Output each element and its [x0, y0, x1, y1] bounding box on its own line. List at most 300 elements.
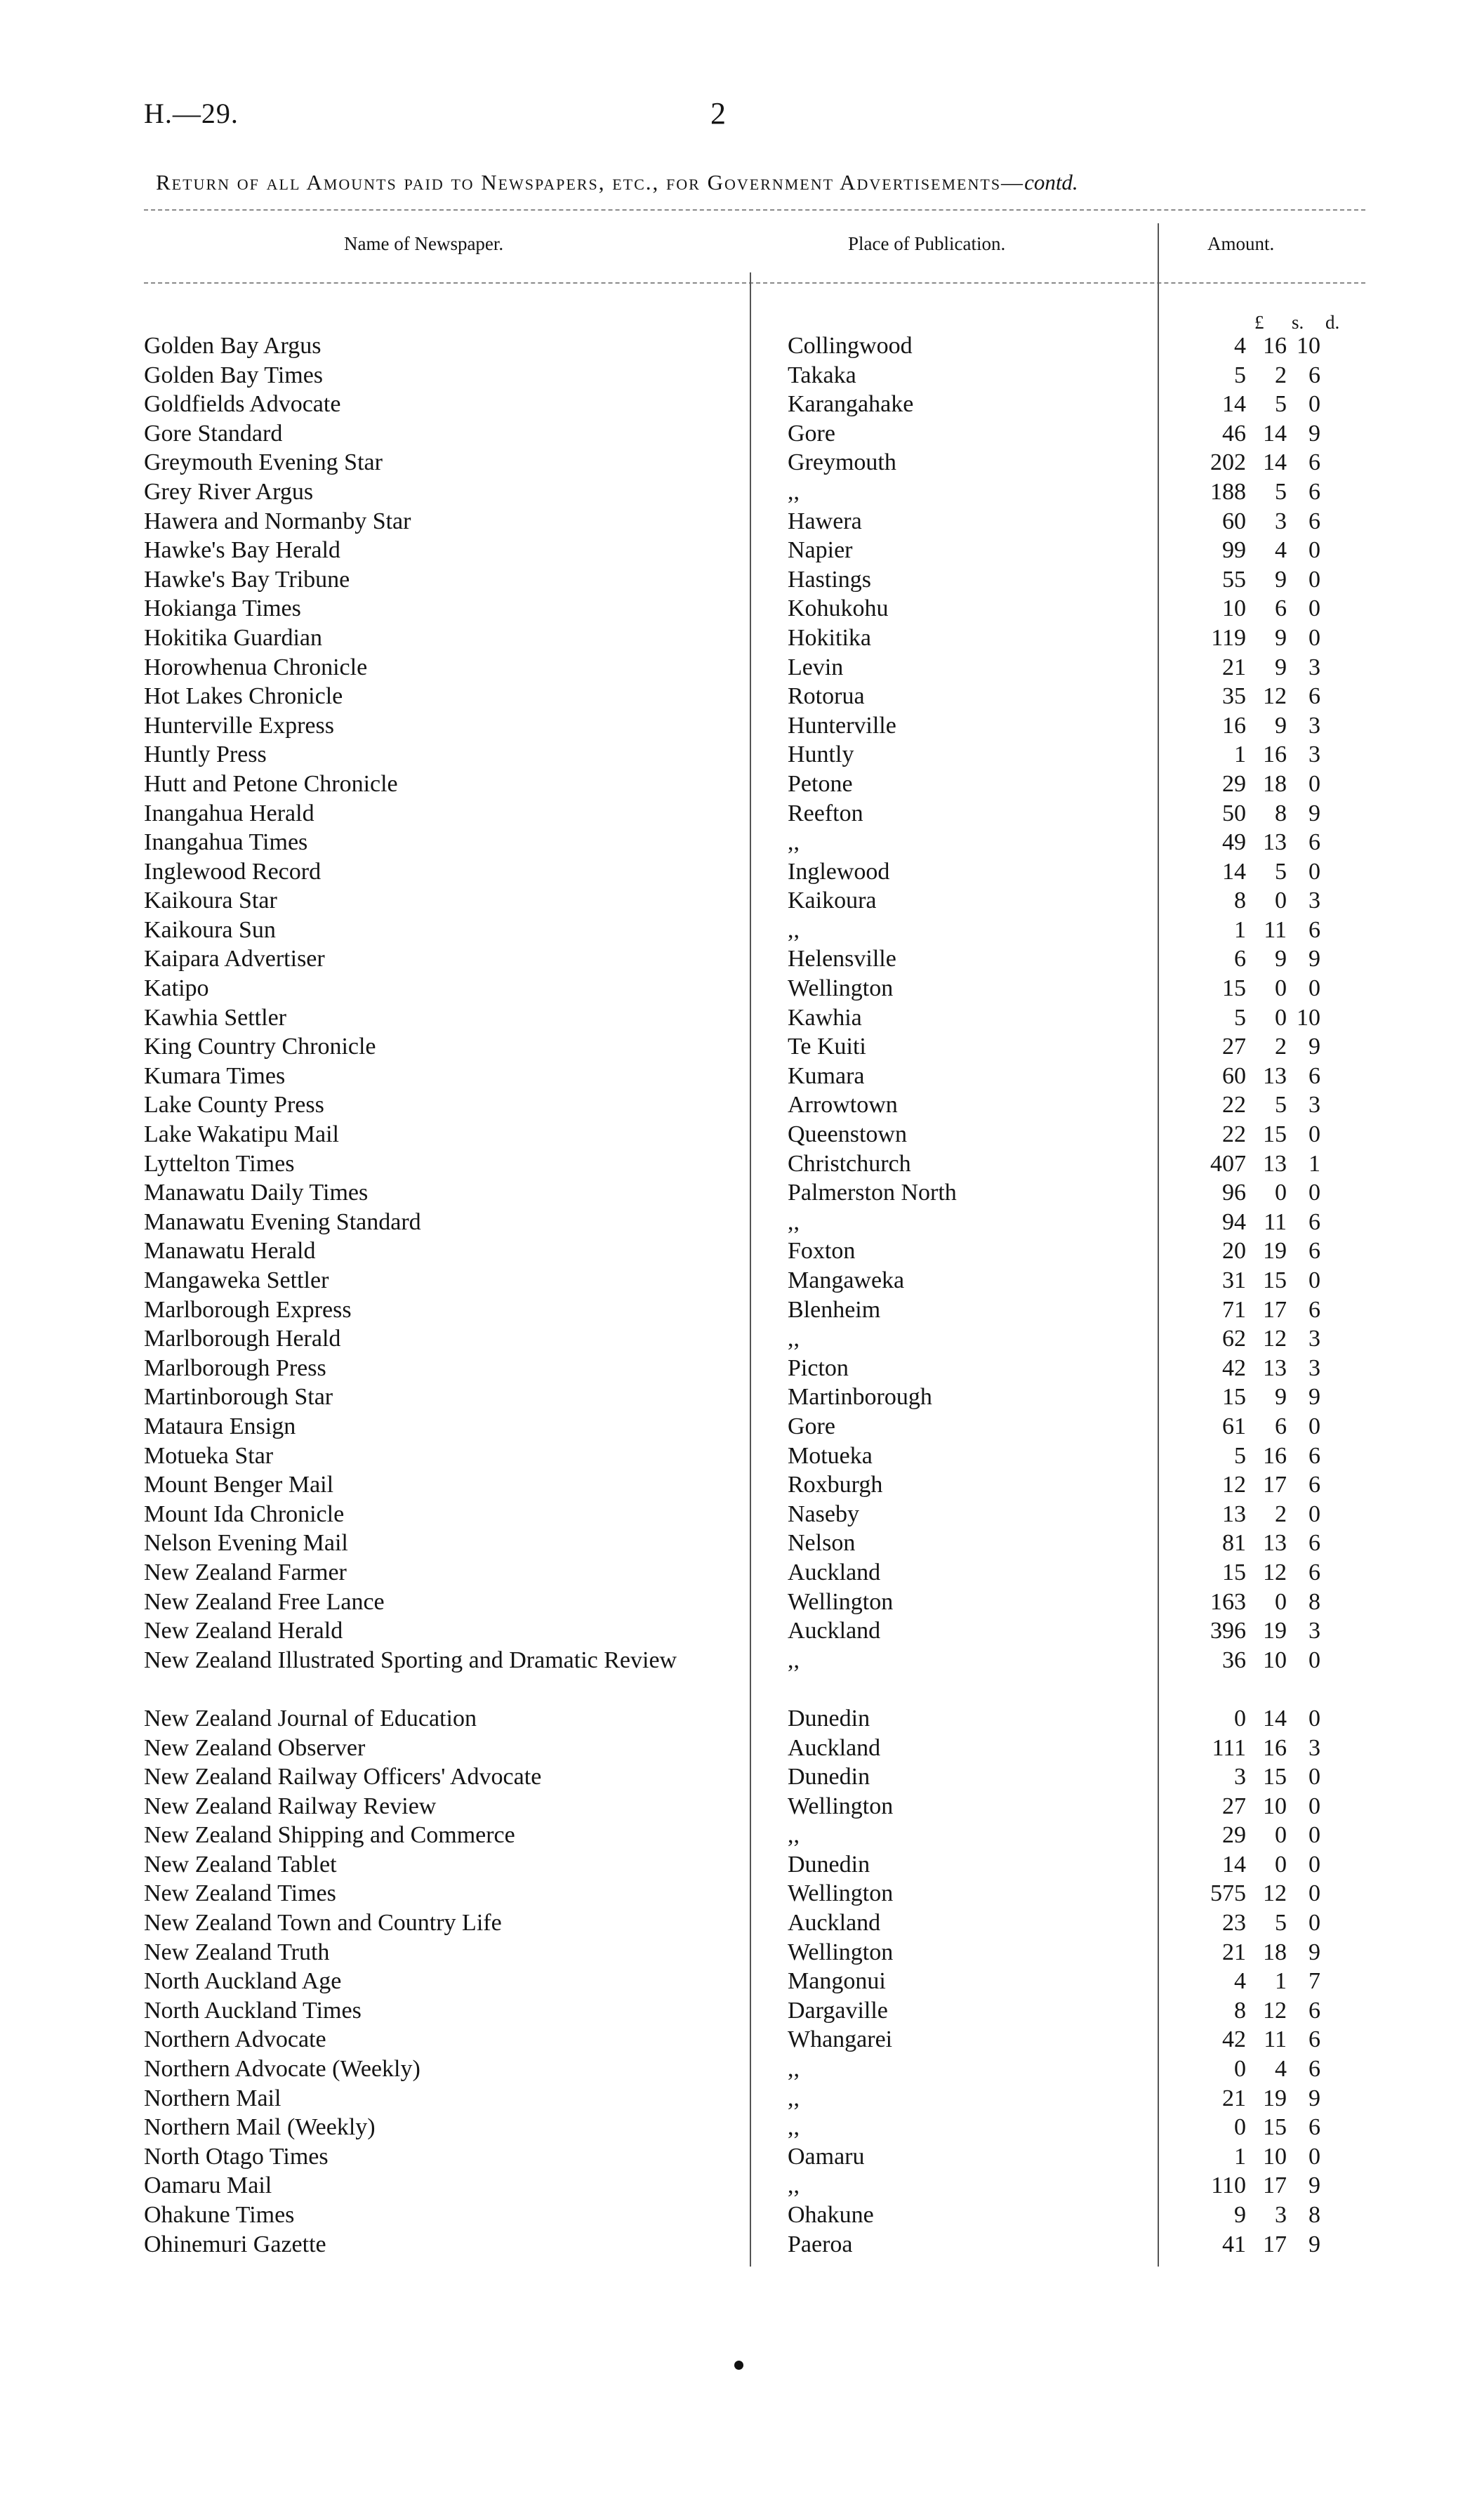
page-mark	[734, 2361, 743, 2370]
newspaper-name: North Auckland Times	[144, 1997, 362, 2024]
newspaper-name: Grey River Argus	[144, 478, 314, 505]
place-of-publication: Takaka	[788, 362, 856, 388]
table-row	[144, 682, 1320, 711]
place-of-publication: Petone	[788, 770, 853, 797]
amount-shillings: 9	[1275, 1384, 1287, 1411]
newspaper-name: Martinborough Star	[144, 1384, 333, 1411]
amount-pounds: 71	[1222, 1296, 1246, 1323]
place-of-publication: ,,	[788, 916, 800, 943]
amount-shillings: 9	[1275, 624, 1287, 651]
amount-shillings: 5	[1275, 391, 1287, 418]
newspaper-name: New Zealand Times	[144, 1880, 336, 1907]
amount-shillings: 10	[1263, 2143, 1287, 2170]
amount-pence: 6	[1309, 2114, 1320, 2141]
amount-shillings: 14	[1263, 1705, 1287, 1732]
newspaper-name: Goldfields Advocate	[144, 391, 341, 418]
newspaper-name: Kaipara Advertiser	[144, 946, 325, 972]
amount-pounds: 12	[1222, 1472, 1246, 1498]
amount-pence: 6	[1309, 683, 1320, 710]
amount-pounds: 50	[1222, 800, 1246, 826]
table-row	[144, 390, 1320, 419]
amount-pence: 6	[1309, 2026, 1320, 2053]
place-of-publication: Hokitika	[788, 624, 871, 651]
amount-pounds: 96	[1222, 1180, 1246, 1206]
amount-pounds: 81	[1222, 1530, 1246, 1557]
amount-pence: 0	[1309, 1413, 1320, 1439]
amount-shillings: 8	[1275, 800, 1287, 826]
place-of-publication: Ohakune	[788, 2202, 874, 2228]
amount-shillings: 18	[1263, 1939, 1287, 1965]
amount-shillings: 12	[1263, 683, 1287, 710]
amount-shillings: 0	[1275, 888, 1287, 914]
amount-pence: 6	[1309, 1442, 1320, 1469]
pounds-unit: £	[1254, 312, 1264, 333]
amount-pounds: 27	[1222, 1793, 1246, 1819]
table-row	[144, 477, 1320, 507]
place-of-publication: Dunedin	[788, 1705, 870, 1732]
amount-pounds: 99	[1222, 537, 1246, 564]
amount-shillings: 0	[1275, 1004, 1287, 1031]
place-of-publication: ,,	[788, 2085, 800, 2111]
place-of-publication: Inglewood	[788, 858, 890, 885]
amount-pence: 9	[1309, 1939, 1320, 1965]
amount-shillings: 16	[1263, 741, 1287, 768]
amount-pence: 3	[1309, 1734, 1320, 1761]
amount-pounds: 94	[1222, 1208, 1246, 1235]
amount-pence: 0	[1309, 1793, 1320, 1819]
newspaper-name: Motueka Star	[144, 1442, 274, 1469]
amount-pence: 0	[1309, 1180, 1320, 1206]
amount-shillings: 0	[1275, 1180, 1287, 1206]
place-of-publication: Hastings	[788, 566, 871, 593]
amount-pounds: 55	[1222, 566, 1246, 593]
newspaper-name: Kaikoura Star	[144, 888, 277, 914]
place-of-publication: Rotorua	[788, 683, 865, 710]
newspaper-name: Mount Benger Mail	[144, 1472, 334, 1498]
amount-pounds: 21	[1222, 654, 1246, 680]
newspaper-name: Gore Standard	[144, 420, 283, 447]
newspaper-name: Golden Bay Times	[144, 362, 324, 388]
table-row	[144, 2230, 1320, 2260]
newspaper-name: Greymouth Evening Star	[144, 449, 383, 476]
place-of-publication: Paeroa	[788, 2231, 853, 2257]
amount-shillings: 1	[1275, 1968, 1287, 1995]
table-row	[144, 2084, 1320, 2113]
place-of-publication: Wellington	[788, 1588, 894, 1615]
newspaper-name: New Zealand Free Lance	[144, 1588, 385, 1615]
amount-pounds: 42	[1222, 1354, 1246, 1381]
amount-shillings: 3	[1275, 508, 1287, 534]
amount-pence: 1	[1309, 1150, 1320, 1177]
amount-shillings: 19	[1263, 1238, 1287, 1265]
newspaper-name: Horowhenua Chronicle	[144, 654, 368, 680]
amount-shillings: 13	[1263, 1530, 1287, 1557]
place-of-publication: Greymouth	[788, 449, 896, 476]
shillings-unit: s.	[1292, 312, 1304, 333]
newspaper-name: North Auckland Age	[144, 1968, 342, 1995]
amount-pounds: 0	[1234, 1705, 1246, 1732]
amount-pounds: 22	[1222, 1092, 1246, 1119]
table-row	[144, 419, 1320, 449]
table-row	[144, 2142, 1320, 2172]
amount-shillings: 12	[1263, 1880, 1287, 1907]
amount-shillings: 11	[1264, 916, 1287, 943]
table-row	[144, 1354, 1320, 1383]
place-of-publication: Martinborough	[788, 1384, 932, 1411]
place-of-publication: Blenheim	[788, 1296, 881, 1323]
newspaper-name: Katipo	[144, 975, 209, 1002]
amount-shillings: 16	[1263, 333, 1287, 359]
amount-pence: 7	[1309, 1968, 1320, 1995]
newspaper-name: Hot Lakes Chronicle	[144, 683, 343, 710]
place-of-publication: Kohukohu	[788, 595, 889, 622]
amount-shillings: 17	[1263, 1472, 1287, 1498]
table-row	[144, 1412, 1320, 1442]
place-of-publication: Auckland	[788, 1618, 881, 1644]
amount-shillings: 15	[1263, 1764, 1287, 1790]
amount-shillings: 14	[1263, 449, 1287, 476]
amount-pounds: 202	[1210, 449, 1246, 476]
amount-shillings: 5	[1275, 1910, 1287, 1937]
place-of-publication: Naseby	[788, 1500, 859, 1527]
place-of-publication: Levin	[788, 654, 844, 680]
amount-shillings: 0	[1275, 1851, 1287, 1878]
place-of-publication: Nelson	[788, 1530, 856, 1557]
newspaper-name: Mataura Ensign	[144, 1413, 296, 1439]
amount-pounds: 46	[1222, 420, 1246, 447]
newspaper-name: Inangahua Times	[144, 829, 308, 856]
amount-pence: 6	[1309, 362, 1320, 388]
newspaper-table	[144, 331, 1320, 2259]
amount-pounds: 111	[1212, 1734, 1246, 1761]
amount-pounds: 8	[1234, 888, 1246, 914]
place-of-publication: Wellington	[788, 1880, 894, 1907]
amount-shillings: 6	[1275, 595, 1287, 622]
amount-shillings: 10	[1263, 1793, 1287, 1819]
place-of-publication: ,,	[788, 2056, 800, 2083]
amount-pence: 0	[1309, 1880, 1320, 1907]
amount-pounds: 0	[1234, 2114, 1246, 2141]
table-row	[144, 624, 1320, 653]
table-row	[144, 1500, 1320, 1529]
amount-shillings: 5	[1275, 478, 1287, 505]
newspaper-name: Marlborough Press	[144, 1354, 326, 1381]
newspaper-name: New Zealand Herald	[144, 1618, 343, 1644]
place-of-publication: Oamaru	[788, 2143, 865, 2170]
place-of-publication: Wellington	[788, 1939, 894, 1965]
place-of-publication: Auckland	[788, 1559, 881, 1585]
newspaper-name: Kumara Times	[144, 1062, 286, 1089]
table-row	[144, 974, 1320, 1003]
newspaper-name: New Zealand Truth	[144, 1939, 330, 1965]
table-row	[144, 448, 1320, 477]
amount-pence: 9	[1309, 1384, 1320, 1411]
table-row	[144, 1442, 1320, 1471]
amount-pounds: 110	[1211, 2172, 1246, 2199]
amount-pounds: 23	[1222, 1910, 1246, 1937]
table-row	[144, 1149, 1320, 1179]
newspaper-name: Northern Advocate (Weekly)	[144, 2056, 420, 2083]
place-of-publication: Dargaville	[788, 1997, 888, 2024]
amount-pence: 6	[1309, 1238, 1320, 1265]
table-row	[144, 1324, 1320, 1354]
amount-pounds: 16	[1222, 712, 1246, 739]
newspaper-name: New Zealand Railway Review	[144, 1793, 437, 1819]
table-row	[144, 1938, 1320, 1967]
place-of-publication: Foxton	[788, 1238, 856, 1265]
place-of-publication: Karangahake	[788, 391, 914, 418]
amount-shillings: 0	[1275, 975, 1287, 1002]
amount-pence: 0	[1309, 858, 1320, 885]
amount-pounds: 14	[1222, 858, 1246, 885]
amount-shillings: 12	[1263, 1326, 1287, 1352]
newspaper-name: Hawke's Bay Tribune	[144, 566, 350, 593]
amount-shillings: 10	[1263, 1647, 1287, 1673]
amount-shillings: 13	[1263, 829, 1287, 856]
page-title	[156, 170, 1349, 195]
table-row	[144, 1236, 1320, 1266]
column-header-name: Name of Newspaper.	[344, 233, 504, 254]
amount-pounds: 15	[1222, 1559, 1246, 1585]
place-of-publication: Hunterville	[788, 712, 896, 739]
place-of-publication: ,,	[788, 1822, 800, 1849]
place-of-publication: Dunedin	[788, 1851, 870, 1878]
amount-pounds: 3	[1234, 1764, 1246, 1790]
amount-pence: 9	[1309, 2231, 1320, 2257]
newspaper-name: Ohakune Times	[144, 2202, 295, 2228]
amount-pence: 0	[1309, 1500, 1320, 1527]
table-row	[144, 1090, 1320, 1120]
table-row	[144, 1295, 1320, 1325]
amount-pence: 6	[1309, 829, 1320, 856]
amount-pounds: 163	[1210, 1588, 1246, 1615]
table-row	[144, 2113, 1320, 2142]
newspaper-name: Hutt and Petone Chronicle	[144, 770, 398, 797]
table-row	[144, 1792, 1320, 1821]
amount-pounds: 1	[1234, 916, 1246, 943]
table-row	[144, 740, 1320, 770]
table-row	[144, 1032, 1320, 1062]
newspaper-name: Mount Ida Chronicle	[144, 1500, 345, 1527]
amount-pence: 3	[1309, 1354, 1320, 1381]
table-row	[144, 653, 1320, 682]
amount-pence: 6	[1309, 1530, 1320, 1557]
place-of-publication: Gore	[788, 420, 835, 447]
amount-pounds: 0	[1234, 2056, 1246, 2083]
newspaper-name: Hokitika Guardian	[144, 624, 322, 651]
amount-pounds: 5	[1234, 362, 1246, 388]
amount-pence: 10	[1297, 1004, 1320, 1031]
newspaper-name: King Country Chronicle	[144, 1034, 376, 1060]
amount-shillings: 11	[1264, 2026, 1287, 2053]
amount-pence: 8	[1309, 2202, 1320, 2228]
place-of-publication: Whangarei	[788, 2026, 893, 2053]
amount-shillings: 13	[1263, 1150, 1287, 1177]
amount-pounds: 62	[1222, 1326, 1246, 1352]
amount-pence: 0	[1309, 1647, 1320, 1673]
place-of-publication: Roxburgh	[788, 1472, 883, 1498]
amount-pounds: 31	[1222, 1267, 1246, 1293]
amount-pounds: 188	[1210, 478, 1246, 505]
amount-shillings: 12	[1263, 1997, 1287, 2024]
table-row	[144, 711, 1320, 741]
amount-shillings: 4	[1275, 537, 1287, 564]
amount-pounds: 49	[1222, 829, 1246, 856]
newspaper-name: Manawatu Herald	[144, 1238, 316, 1265]
place-of-publication: Napier	[788, 537, 853, 564]
amount-pence: 9	[1309, 1034, 1320, 1060]
amount-pence: 6	[1309, 1296, 1320, 1323]
table-row	[144, 565, 1320, 595]
amount-pounds: 407	[1210, 1150, 1246, 1177]
amount-shillings: 11	[1264, 1208, 1287, 1235]
table-row	[144, 331, 1320, 361]
newspaper-name: Lyttelton Times	[144, 1150, 295, 1177]
table-row	[144, 1762, 1320, 1792]
amount-pence: 6	[1309, 1208, 1320, 1235]
amount-pounds: 29	[1222, 1822, 1246, 1849]
amount-pounds: 5	[1234, 1442, 1246, 1469]
amount-pounds: 13	[1222, 1500, 1246, 1527]
table-row	[144, 1996, 1320, 2026]
table-row	[144, 594, 1320, 624]
amount-shillings: 5	[1275, 1092, 1287, 1119]
table-row	[144, 2025, 1320, 2054]
table-row	[144, 944, 1320, 974]
amount-pence: 3	[1309, 1326, 1320, 1352]
amount-shillings: 14	[1263, 420, 1287, 447]
amount-pence: 0	[1309, 770, 1320, 797]
newspaper-table-body	[144, 331, 1320, 2259]
newspaper-name: Kawhia Settler	[144, 1004, 286, 1031]
amount-pence: 0	[1309, 2143, 1320, 2170]
table-row	[144, 1616, 1320, 1646]
amount-pounds: 15	[1222, 975, 1246, 1002]
table-row	[144, 1383, 1320, 1412]
newspaper-name: Hawke's Bay Herald	[144, 537, 340, 564]
amount-pence: 3	[1309, 888, 1320, 914]
place-of-publication: Kawhia	[788, 1004, 862, 1031]
amount-pence: 9	[1309, 800, 1320, 826]
newspaper-name: New Zealand Farmer	[144, 1559, 347, 1585]
amount-pence: 6	[1309, 449, 1320, 476]
amount-shillings: 17	[1263, 1296, 1287, 1323]
place-of-publication: Auckland	[788, 1910, 881, 1937]
table-row	[144, 1120, 1320, 1149]
amount-pounds: 60	[1222, 508, 1246, 534]
place-of-publication: ,,	[788, 1647, 800, 1673]
amount-pounds: 60	[1222, 1062, 1246, 1089]
amount-pounds: 29	[1222, 770, 1246, 797]
place-of-publication: Arrowtown	[788, 1092, 898, 1119]
newspaper-name: New Zealand Illustrated Sporting and Dramatic Review	[144, 1647, 677, 1673]
table-row	[144, 1879, 1320, 1908]
page-number: 2	[710, 96, 726, 131]
amount-pence: 6	[1309, 916, 1320, 943]
table-row	[144, 1704, 1320, 1734]
amount-pounds: 10	[1222, 595, 1246, 622]
amount-pence: 0	[1309, 1851, 1320, 1878]
amount-pounds: 396	[1210, 1618, 1246, 1644]
newspaper-name: New Zealand Observer	[144, 1734, 366, 1761]
table-row	[144, 828, 1320, 857]
amount-shillings: 18	[1263, 770, 1287, 797]
amount-shillings: 9	[1275, 712, 1287, 739]
amount-pounds: 21	[1222, 1939, 1246, 1965]
amount-pence: 0	[1309, 391, 1320, 418]
place-of-publication: Mangonui	[788, 1968, 886, 1995]
table-row	[144, 799, 1320, 829]
place-of-publication: ,,	[788, 2172, 800, 2199]
title-text: Return of all Amounts paid to Newspapers, etc., for Government Advertisements—	[156, 170, 1025, 194]
amount-shillings: 19	[1263, 2085, 1287, 2111]
newspaper-name: Manawatu Evening Standard	[144, 1208, 421, 1235]
amount-pence: 9	[1309, 2172, 1320, 2199]
table-row	[144, 1062, 1320, 1091]
newspaper-name: Nelson Evening Mail	[144, 1530, 348, 1557]
place-of-publication: Mangaweka	[788, 1267, 905, 1293]
amount-pence: 3	[1309, 1092, 1320, 1119]
amount-pounds: 1	[1234, 2143, 1246, 2170]
newspaper-name: Northern Mail	[144, 2085, 281, 2111]
table-row	[144, 1178, 1320, 1208]
column-header-place: Place of Publication.	[848, 233, 1006, 254]
place-of-publication: ,,	[788, 1326, 800, 1352]
table-row	[144, 1003, 1320, 1033]
amount-pounds: 1	[1234, 741, 1246, 768]
newspaper-name: Hokianga Times	[144, 595, 301, 622]
amount-pence: 6	[1309, 478, 1320, 505]
amount-pence: 0	[1309, 975, 1320, 1002]
newspaper-name: Oamaru Mail	[144, 2172, 272, 2199]
table-row	[144, 507, 1320, 536]
newspaper-name: Manawatu Daily Times	[144, 1180, 369, 1206]
table-row	[144, 1646, 1320, 1704]
amount-pounds: 5	[1234, 1004, 1246, 1031]
amount-shillings: 17	[1263, 2172, 1287, 2199]
place-of-publication: Gore	[788, 1413, 835, 1439]
place-of-publication: Huntly	[788, 741, 854, 768]
amount-shillings: 12	[1263, 1559, 1287, 1585]
place-of-publication: Te Kuiti	[788, 1034, 866, 1060]
place-of-publication: Kaikoura	[788, 888, 877, 914]
amount-pence: 9	[1309, 2085, 1320, 2111]
table-row	[144, 1470, 1320, 1500]
place-of-publication: Wellington	[788, 1793, 894, 1819]
amount-shillings: 6	[1275, 1413, 1287, 1439]
amount-shillings: 2	[1275, 1500, 1287, 1527]
amount-pounds: 42	[1222, 2026, 1246, 2053]
place-of-publication: Wellington	[788, 975, 894, 1002]
place-of-publication: Auckland	[788, 1734, 881, 1761]
table-row	[144, 1908, 1320, 1938]
place-of-publication: Collingwood	[788, 333, 913, 359]
table-row	[144, 536, 1320, 565]
amount-shillings: 3	[1275, 2202, 1287, 2228]
amount-pounds: 14	[1222, 1851, 1246, 1878]
amount-pounds: 4	[1234, 1968, 1246, 1995]
place-of-publication: ,,	[788, 829, 800, 856]
newspaper-name: Inglewood Record	[144, 858, 322, 885]
amount-pence: 0	[1309, 595, 1320, 622]
newspaper-name: Lake County Press	[144, 1092, 324, 1119]
amount-shillings: 9	[1275, 566, 1287, 593]
amount-pence: 0	[1309, 1121, 1320, 1148]
amount-pence: 0	[1309, 1910, 1320, 1937]
table-row	[144, 1734, 1320, 1763]
newspaper-name: Northern Advocate	[144, 2026, 326, 2053]
amount-pounds: 119	[1211, 624, 1246, 651]
